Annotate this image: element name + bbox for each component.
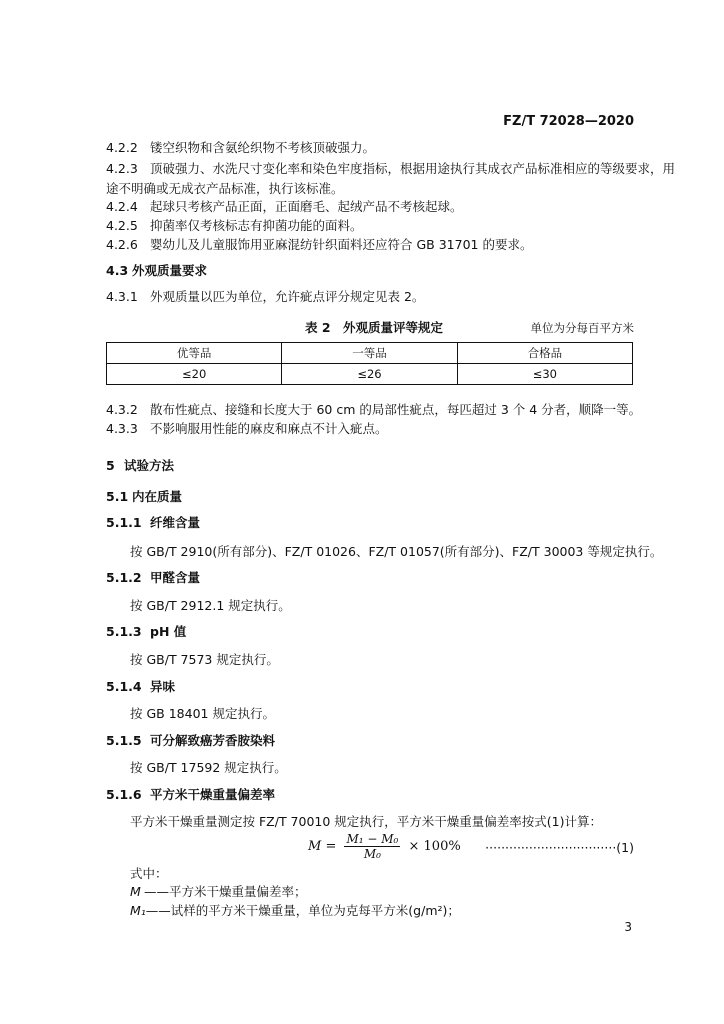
section-title: 外观质量要求 bbox=[132, 263, 208, 278]
symbol-m1-desc: ——试样的平方米干燥重量，单位为克每平方米(g/m²)； bbox=[145, 903, 460, 918]
symbol-m1: M₁ bbox=[130, 903, 146, 918]
clause-number: 4.3.1 bbox=[106, 289, 138, 304]
section-number: 5.1.4 bbox=[106, 679, 142, 694]
clause-number: 4.2.5 bbox=[106, 218, 138, 233]
doc-code-header: FZ/T 72028—2020 bbox=[503, 114, 634, 129]
section-number: 4.3 bbox=[106, 263, 129, 278]
section-number: 5.1.6 bbox=[106, 787, 142, 802]
section-title: pH 值 bbox=[150, 624, 187, 639]
clause-4-3-3 bbox=[106, 421, 388, 437]
clause-text: 散布性疵点、接缝和长度大于 60 cm 的局部性疵点，每匹超过 3 个 4 分者，顺降一等。 bbox=[150, 402, 642, 417]
section-number: 5.1.5 bbox=[106, 733, 142, 748]
clause-number: 4.2.2 bbox=[106, 140, 138, 155]
section-5-1-1-text: 按 GB/T 2910(所有部分)、FZ/T 01026、FZ/T 01057(所有部分)、FZ/T 30003 等规定执行。 bbox=[130, 544, 663, 559]
section-5-1-5-heading bbox=[106, 733, 275, 749]
section-number: 5 bbox=[106, 458, 115, 473]
clause-4-2-3-cont bbox=[106, 181, 344, 197]
section-5-1-2-text: 按 GB/T 2912.1 规定执行。 bbox=[130, 598, 291, 613]
where-m1 bbox=[130, 903, 460, 919]
appearance-quality-table bbox=[106, 342, 633, 385]
symbol-m: M bbox=[130, 884, 141, 899]
section-title: 内在质量 bbox=[132, 489, 183, 504]
formula-1 bbox=[308, 832, 461, 861]
section-title: 可分解致癌芳香胺染料 bbox=[150, 733, 276, 748]
clause-number: 4.2.3 bbox=[106, 161, 138, 176]
formula-rhs: × 100% bbox=[408, 839, 461, 854]
section-title: 甲醛含量 bbox=[150, 570, 201, 585]
symbol-m-desc: ——平方米干燥重量偏差率； bbox=[144, 884, 307, 899]
clause-text: 起球只考核产品正面，正面磨毛、起绒产品不考核起球。 bbox=[150, 199, 463, 214]
table-cell: ≤20 bbox=[107, 364, 282, 385]
section-5-1-heading bbox=[106, 489, 182, 505]
clause-text: 顶破强力、水洗尺寸变化率和染色牢度指标，根据用途执行其成衣产品标准相应的等级要求，用 bbox=[150, 161, 676, 176]
section-5-1-4-heading bbox=[106, 679, 175, 695]
table-caption: 表 2 外观质量评等规定 bbox=[305, 320, 444, 335]
formula-fraction bbox=[344, 832, 400, 861]
clause-4-2-5 bbox=[106, 218, 363, 234]
section-title: 异味 bbox=[150, 679, 176, 694]
section-5-1-6-text: 平方米干燥重量测定按 FZ/T 70010 规定执行，平方米干燥重量偏差率按式(1)计算： bbox=[130, 814, 602, 829]
table-cell: ≤30 bbox=[457, 364, 632, 385]
section-5-heading bbox=[106, 458, 174, 474]
section-number: 5.1 bbox=[106, 489, 129, 504]
clause-text: 婴幼儿及儿童服饰用亚麻混纺针织面料还应符合 GB 31701 的要求。 bbox=[150, 237, 533, 252]
table-header-row bbox=[107, 343, 633, 364]
clause-text: 途不明确或无成衣产品标准，执行该标准。 bbox=[106, 181, 344, 196]
table-header-cell: 合格品 bbox=[457, 343, 632, 364]
section-number: 5.1.2 bbox=[106, 570, 142, 585]
section-title: 纤维含量 bbox=[150, 515, 201, 530]
clause-4-3-2 bbox=[106, 402, 641, 418]
clause-4-2-2 bbox=[106, 140, 375, 156]
section-5-1-3-text: 按 GB/T 7573 规定执行。 bbox=[130, 652, 279, 667]
formula-number: ·································(1) bbox=[485, 840, 634, 855]
formula-numerator: M₁ − M₀ bbox=[346, 832, 399, 846]
clause-number: 4.2.4 bbox=[106, 199, 138, 214]
table-unit: 单位为分每百平方米 bbox=[530, 321, 634, 335]
table-header-cell: 优等品 bbox=[107, 343, 282, 364]
section-5-1-4-text: 按 GB 18401 规定执行。 bbox=[130, 706, 275, 721]
clause-text: 不影响服用性能的麻皮和麻点不计入疵点。 bbox=[150, 421, 388, 436]
clause-text: 外观质量以匹为单位，允许疵点评分规定见表 2。 bbox=[150, 289, 425, 304]
section-5-1-6-heading bbox=[106, 787, 275, 803]
table-header-cell: 一等品 bbox=[282, 343, 457, 364]
section-number: 5.1.3 bbox=[106, 624, 142, 639]
section-title: 平方米干燥重量偏差率 bbox=[150, 787, 276, 802]
section-4-3-heading bbox=[106, 263, 207, 279]
clause-4-3-1 bbox=[106, 289, 424, 305]
section-5-1-3-heading bbox=[106, 624, 186, 640]
clause-number: 4.3.2 bbox=[106, 402, 138, 417]
clause-4-2-6 bbox=[106, 237, 532, 253]
where-label: 式中： bbox=[130, 866, 168, 881]
clause-text: 镂空织物和含氨纶织物不考核顶破强力。 bbox=[150, 140, 376, 155]
clause-4-2-4 bbox=[106, 199, 463, 215]
section-number: 5.1.1 bbox=[106, 515, 142, 530]
clause-number: 4.3.3 bbox=[106, 421, 138, 436]
section-5-1-5-text: 按 GB/T 17592 规定执行。 bbox=[130, 760, 287, 775]
section-5-1-2-heading bbox=[106, 570, 200, 586]
formula-denominator: M₀ bbox=[363, 847, 381, 861]
where-m bbox=[130, 884, 307, 900]
clause-text: 抑菌率仅考核标志有抑菌功能的面料。 bbox=[150, 218, 363, 233]
page-number: 3 bbox=[624, 920, 632, 934]
formula-lhs: M = bbox=[308, 839, 337, 854]
section-5-1-1-heading bbox=[106, 515, 200, 531]
clause-number: 4.2.6 bbox=[106, 237, 138, 252]
clause-4-2-3 bbox=[106, 161, 675, 177]
table-row bbox=[107, 364, 633, 385]
table-cell: ≤26 bbox=[282, 364, 457, 385]
section-title: 试验方法 bbox=[124, 458, 175, 473]
